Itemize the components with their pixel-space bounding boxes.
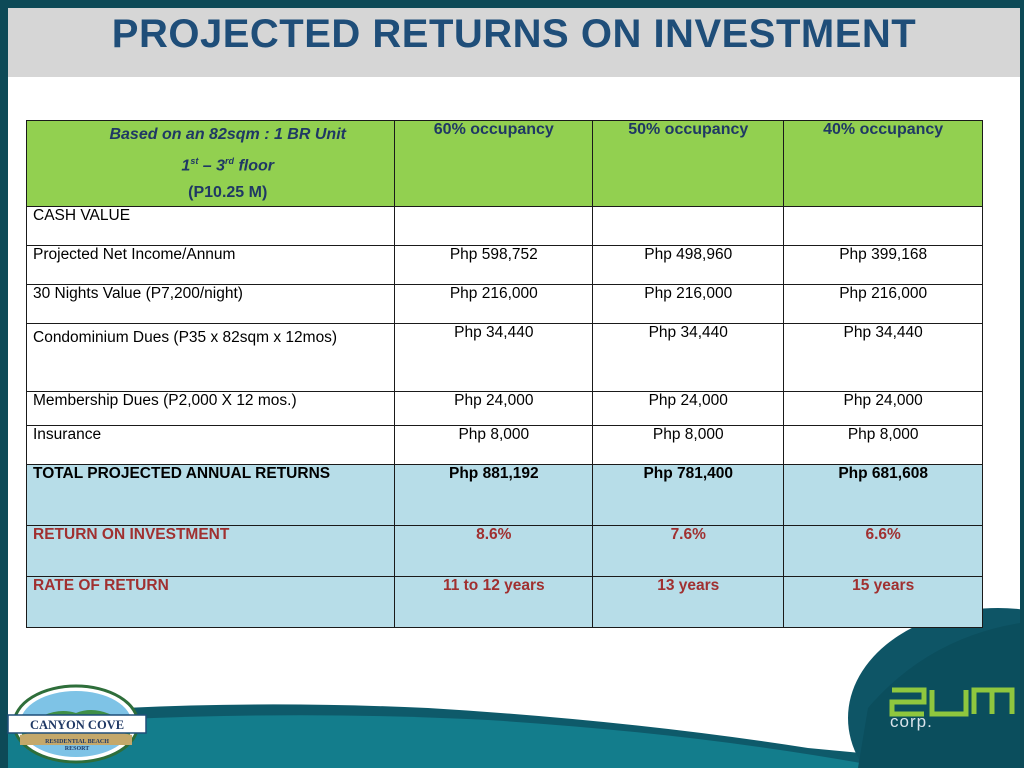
cell-60: [395, 207, 593, 246]
cell-40: 15 years: [784, 577, 983, 628]
floor-dash: – 3: [198, 157, 226, 175]
header-unit-cell: [27, 121, 395, 207]
header-unit-line: Based on an 82sqm : 1 BR Unit: [109, 126, 346, 143]
cell-50: Php 216,000: [593, 285, 784, 324]
floor-a: 1: [181, 157, 191, 175]
header-col-60: 60% occupancy: [395, 121, 593, 207]
table-row-total: [27, 465, 983, 526]
logo-name: CANYON COVE: [29, 718, 125, 732]
cell-60: 11 to 12 years: [395, 577, 593, 628]
bwm-corp-label: corp.: [890, 712, 933, 731]
cell-40: Php 8,000: [784, 426, 983, 465]
table-row: [27, 426, 983, 465]
floor-a-sup: st: [190, 156, 199, 166]
cell-60: Php 881,192: [395, 465, 593, 526]
table-row: [27, 207, 983, 246]
cell-40: Php 399,168: [784, 246, 983, 285]
header-floor-line: [67, 148, 388, 179]
table-row: [27, 324, 983, 392]
cell-60: Php 598,752: [395, 246, 593, 285]
table-row: [27, 392, 983, 426]
cell-40: 6.6%: [784, 526, 983, 577]
logo-sub2: RESORT: [64, 746, 90, 752]
row-label: Projected Net Income/Annum: [27, 246, 395, 285]
cell-50: Php 781,400: [593, 465, 784, 526]
row-label: RATE OF RETURN: [27, 577, 395, 628]
floor-suffix: floor: [234, 157, 275, 175]
table-row-rate: [27, 577, 983, 628]
cell-60: Php 24,000: [395, 392, 593, 426]
cell-40: Php 216,000: [784, 285, 983, 324]
row-label: RETURN ON INVESTMENT: [27, 526, 395, 577]
roi-table: [26, 120, 983, 628]
cell-60: Php 216,000: [395, 285, 593, 324]
cell-50: 7.6%: [593, 526, 784, 577]
row-label: 30 Nights Value (P7,200/night): [27, 285, 395, 324]
cell-40: Php 681,608: [784, 465, 983, 526]
cell-50: Php 24,000: [593, 392, 784, 426]
cell-50: Php 498,960: [593, 246, 784, 285]
row-label: Insurance: [27, 426, 395, 465]
header-col-50: 50% occupancy: [593, 121, 784, 207]
table-row-roi: [27, 526, 983, 577]
row-label: CASH VALUE: [27, 207, 395, 246]
row-label: TOTAL PROJECTED ANNUAL RETURNS: [27, 465, 395, 526]
cell-50: Php 8,000: [593, 426, 784, 465]
table-header-row: [27, 121, 983, 207]
slide-title: PROJECTED RETURNS ON INVESTMENT: [111, 12, 917, 56]
logo-sub1: RESIDENTIAL BEACH: [45, 739, 109, 745]
cell-40: [784, 207, 983, 246]
cell-50: [593, 207, 784, 246]
cell-60: Php 8,000: [395, 426, 593, 465]
cell-50: 13 years: [593, 577, 784, 628]
cell-40: Php 34,440: [784, 324, 983, 392]
cell-40: Php 24,000: [784, 392, 983, 426]
row-label: Condominium Dues (P35 x 82sqm x 12mos): [27, 324, 395, 392]
row-label: Membership Dues (P2,000 X 12 mos.): [27, 392, 395, 426]
cell-60: 8.6%: [395, 526, 593, 577]
cell-60: Php 34,440: [395, 324, 593, 392]
table-row: [27, 246, 983, 285]
cell-50: Php 34,440: [593, 324, 784, 392]
header-col-40: 40% occupancy: [784, 121, 983, 207]
header-price: (P10.25 M): [188, 184, 268, 202]
table-row: [27, 285, 983, 324]
canyon-cove-logo: [6, 683, 148, 765]
floor-b-sup: rd: [225, 156, 235, 166]
